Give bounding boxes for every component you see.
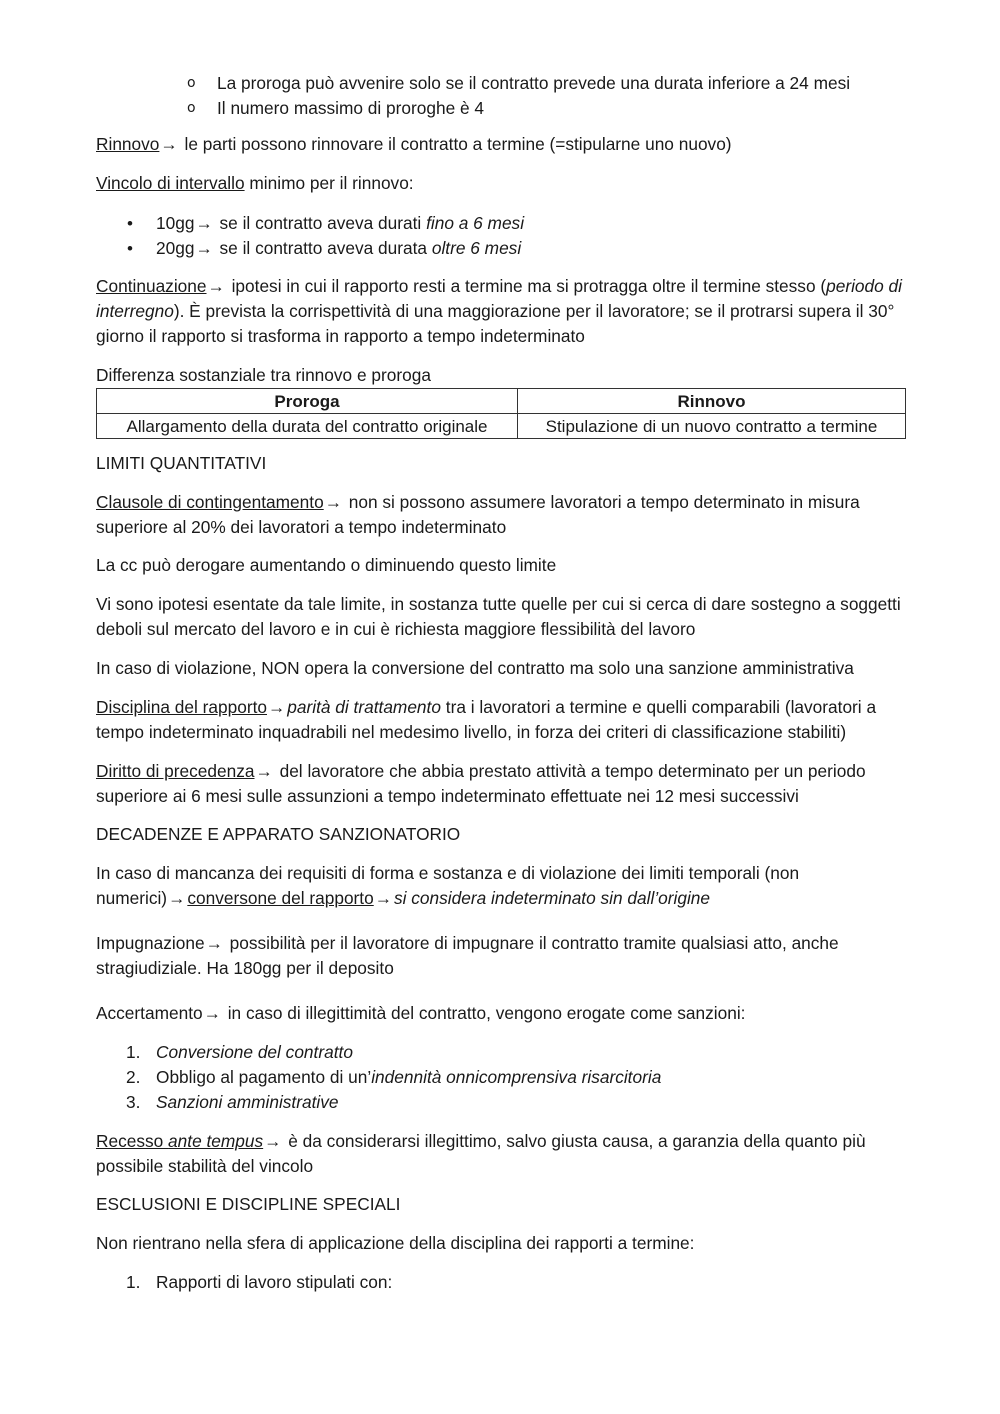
list-item: 3. Sanzioni amministrative	[126, 1092, 339, 1112]
bullet-icon: •	[127, 214, 133, 233]
section-heading-esclusioni: ESCLUSIONI E DISCIPLINE SPECIALI	[96, 1194, 401, 1214]
arrow-icon: →	[255, 761, 273, 781]
proroga-conditions-list	[96, 71, 906, 121]
list-item: • 10gg→ se il contratto aveva durati fino a 6 mesi	[96, 211, 906, 236]
list-item: 1. Conversione del contratto	[126, 1042, 353, 1062]
accertamento-paragraph: Accertamento→ in caso di illegittimità del contratto, vengono erogate come sanzioni:	[96, 1003, 746, 1023]
arrow-icon: →	[195, 238, 213, 258]
bullet-icon: •	[127, 239, 133, 258]
arrow-icon: →	[203, 1003, 221, 1023]
table-cell: Allargamento della durata del contratto originale	[97, 414, 518, 439]
table-row	[97, 414, 906, 439]
non-rientrano-paragraph: Non rientrano nella sfera di applicazione della disciplina dei rapporti a termine:	[96, 1233, 695, 1253]
diritto-paragraph: Diritto di precedenza→ del lavoratore che abbia prestato attività a tempo determinato per un periodo superiore ai 6 mesi sulle assunzioni a tempo indeterminato effettuate nei 12 mesi successivi	[96, 761, 866, 806]
disciplina-paragraph: Disciplina del rapporto→ parità di trattamento tra i lavoratori a termine e quelli comparabili (lavoratori a tempo indeterminato inquadrabili nel medesimo livello, in forza dei criteri di classificazione stabiliti)	[96, 697, 877, 742]
arrow-icon: →	[207, 276, 225, 296]
rinnovo-term: Rinnovo	[96, 134, 160, 154]
sanzioni-list	[96, 1040, 906, 1115]
arrow-icon: →	[168, 888, 186, 908]
arrow-icon: →	[324, 492, 342, 512]
continuazione-term: Continuazione	[96, 276, 207, 296]
rinnovo-paragraph: Rinnovo→ le parti possono rinnovare il contratto a termine (=stipularne uno nuovo)	[96, 134, 732, 154]
impugnazione-term: Impugnazione	[96, 933, 205, 953]
arrow-icon: →	[267, 697, 286, 717]
diritto-term: Diritto di precedenza	[96, 761, 255, 781]
table-header-cell: Proroga	[97, 389, 518, 414]
vincolo-paragraph: Vincolo di intervallo minimo per il rinnovo:	[96, 173, 414, 193]
violazione-paragraph: In caso di violazione, NON opera la conversione del contratto ma solo una sanzione amministrativa	[96, 658, 854, 678]
list-item: o La proroga può avvenire solo se il contratto prevede una durata inferiore a 24 mesi	[96, 71, 906, 96]
vincolo-list	[96, 211, 906, 261]
recesso-term: Recesso ante tempus	[96, 1131, 264, 1151]
vincolo-term: Vincolo di intervallo	[96, 173, 245, 193]
table-header-cell: Rinnovo	[517, 389, 905, 414]
page-content	[96, 71, 906, 1295]
conversione-term: conversone del rapporto	[187, 888, 374, 908]
comparison-table	[96, 388, 906, 439]
disciplina-term: Disciplina del rapporto	[96, 697, 267, 717]
list-item: o Il numero massimo di proroghe è 4	[96, 96, 906, 121]
recesso-paragraph: Recesso ante tempus→ è da considerarsi illegittimo, salvo giusta causa, a garanzia della quanto più possibile stabilità del vincolo	[96, 1131, 866, 1176]
table-caption: Differenza sostanziale tra rinnovo e proroga	[96, 365, 431, 385]
arrow-icon: →	[205, 933, 223, 953]
mancanza-paragraph: In caso di mancanza dei requisiti di forma e sostanza e di violazione dei limiti temporali (non numerici)→ conversone del rapporto→ si considera indeterminato sin dall’origine	[96, 863, 800, 908]
arrow-icon: →	[374, 888, 392, 908]
continuazione-paragraph: Continuazione→ ipotesi in cui il rapporto resti a termine ma si protragga oltre il termine stesso (periodo di interregno). È prevista la corrispettività di una maggiorazione per il lavoratore; se il protrarsi supera il 30° giorno il rapporto si trasforma in rapporto a tempo indeterminato	[96, 276, 903, 346]
cc-deroga-paragraph: La cc può derogare aumentando o diminuendo questo limite	[96, 555, 557, 575]
list-item: 2. Obbligo al pagamento di un’indennità onnicomprensiva risarcitoria	[126, 1067, 662, 1087]
section-heading-decadenze: DECADENZE E APPARATO SANZIONATORIO	[96, 824, 461, 844]
arrow-icon: →	[160, 134, 178, 154]
ipotesi-paragraph: Vi sono ipotesi esentate da tale limite, in sostanza tutte quelle per cui si cerca di dare sostegno a soggetti deboli sul mercato del lavoro e in cui è richiesta maggiore flessibilità del lavoro	[96, 594, 901, 639]
section-heading-limiti: LIMITI QUANTITATIVI	[96, 453, 267, 473]
table-header-row	[97, 389, 906, 414]
arrow-icon: →	[264, 1131, 282, 1151]
clausole-paragraph: Clausole di contingentamento→ non si possono assumere lavoratori a tempo determinato in misura superiore al 20% dei lavoratori a tempo indeterminato	[96, 492, 860, 537]
esclusioni-list	[96, 1270, 906, 1295]
table-cell: Stipulazione di un nuovo contratto a termine	[517, 414, 905, 439]
circle-bullet-icon: o	[187, 75, 196, 91]
accertamento-term: Accertamento	[96, 1003, 203, 1023]
list-item: • 20gg→ se il contratto aveva durata oltre 6 mesi	[96, 236, 906, 261]
circle-bullet-icon: o	[187, 100, 196, 116]
impugnazione-paragraph: Impugnazione→ possibilità per il lavoratore di impugnare il contratto tramite qualsiasi atto, anche stragiudiziale. Ha 180gg per il deposito	[96, 933, 839, 978]
clausole-term: Clausole di contingentamento	[96, 492, 324, 512]
list-item: 1. Rapporti di lavoro stipulati con:	[126, 1272, 393, 1292]
arrow-icon: →	[195, 213, 213, 233]
